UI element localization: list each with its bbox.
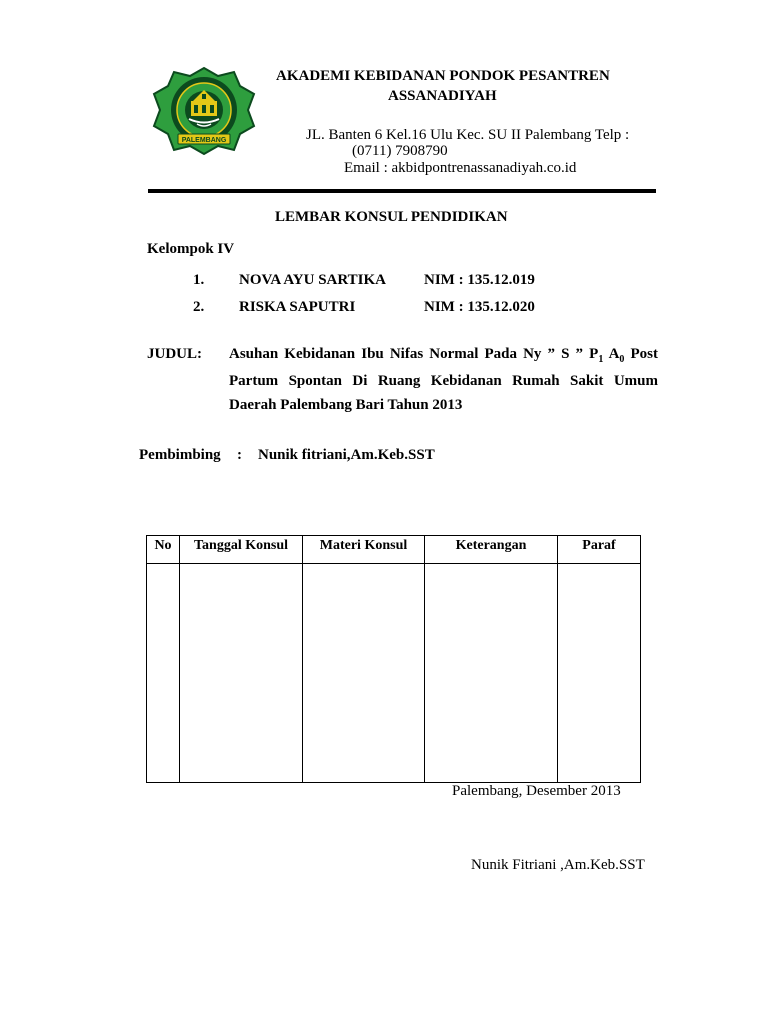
institution-name: AKADEMI KEBIDANAN PONDOK PESANTREN [276, 68, 610, 84]
judul-line-1 [229, 346, 658, 365]
signer-name: Nunik Fitriani ,Am.Keb.SST [471, 857, 645, 873]
table-row [147, 564, 641, 783]
document-title: LEMBAR KONSUL PENDIDIKAN [275, 209, 508, 225]
table-cell [303, 564, 425, 783]
column-header-paraf: Paraf [558, 536, 641, 564]
column-header-materi: Materi Konsul [303, 536, 425, 564]
judul-line-2: Partum Spontan Di Ruang Kebidanan Rumah Sakit Umum [229, 373, 658, 389]
table-cell [180, 564, 303, 783]
address-line: JL. Banten 6 Kel.16 Ulu Kec. SU II Palembang Telp : [306, 127, 630, 143]
member-name: RISKA SAPUTRI [239, 299, 356, 315]
consultation-table [146, 535, 641, 783]
logo-city-text: PALEMBANG [181, 137, 227, 144]
judul-line-1-text: Asuhan Kebidanan Ibu Nifas Normal Pada Ny ” S ” [229, 346, 584, 362]
place-date: Palembang, Desember 2013 [452, 783, 621, 799]
header-divider [148, 189, 656, 193]
group-label: Kelompok IV [147, 241, 235, 257]
member-number: 1. [193, 272, 205, 288]
pembimbing-label: Pembimbing [139, 447, 221, 463]
table-cell [558, 564, 641, 783]
member-nim: NIM : 135.12.020 [424, 299, 535, 315]
judul-label: JUDUL: [147, 346, 202, 362]
column-header-tanggal: Tanggal Konsul [180, 536, 303, 564]
table-header-row [147, 536, 641, 564]
judul-line-3: Daerah Palembang Bari Tahun 2013 [229, 397, 463, 413]
column-header-no: No [147, 536, 180, 564]
member-number: 2. [193, 299, 205, 315]
phone-line: (0711) 7908790 [352, 143, 448, 159]
judul-line-1-end: Post [630, 346, 658, 362]
member-nim: NIM : 135.12.019 [424, 272, 535, 288]
table-cell [147, 564, 180, 783]
institution-seal-icon [150, 66, 258, 156]
pembimbing-colon: : [237, 447, 242, 463]
institution-name-line2: ASSANADIYAH [388, 88, 497, 104]
member-name: NOVA AYU SARTIKA [239, 272, 387, 288]
email-line: Email : akbidpontrenassanadiyah.co.id [344, 160, 577, 176]
column-header-keterangan: Keterangan [425, 536, 558, 564]
parity: $P_1$ $A_0$ [589, 346, 625, 365]
pembimbing-name: Nunik fitriani,Am.Keb.SST [258, 447, 435, 463]
table-cell [425, 564, 558, 783]
